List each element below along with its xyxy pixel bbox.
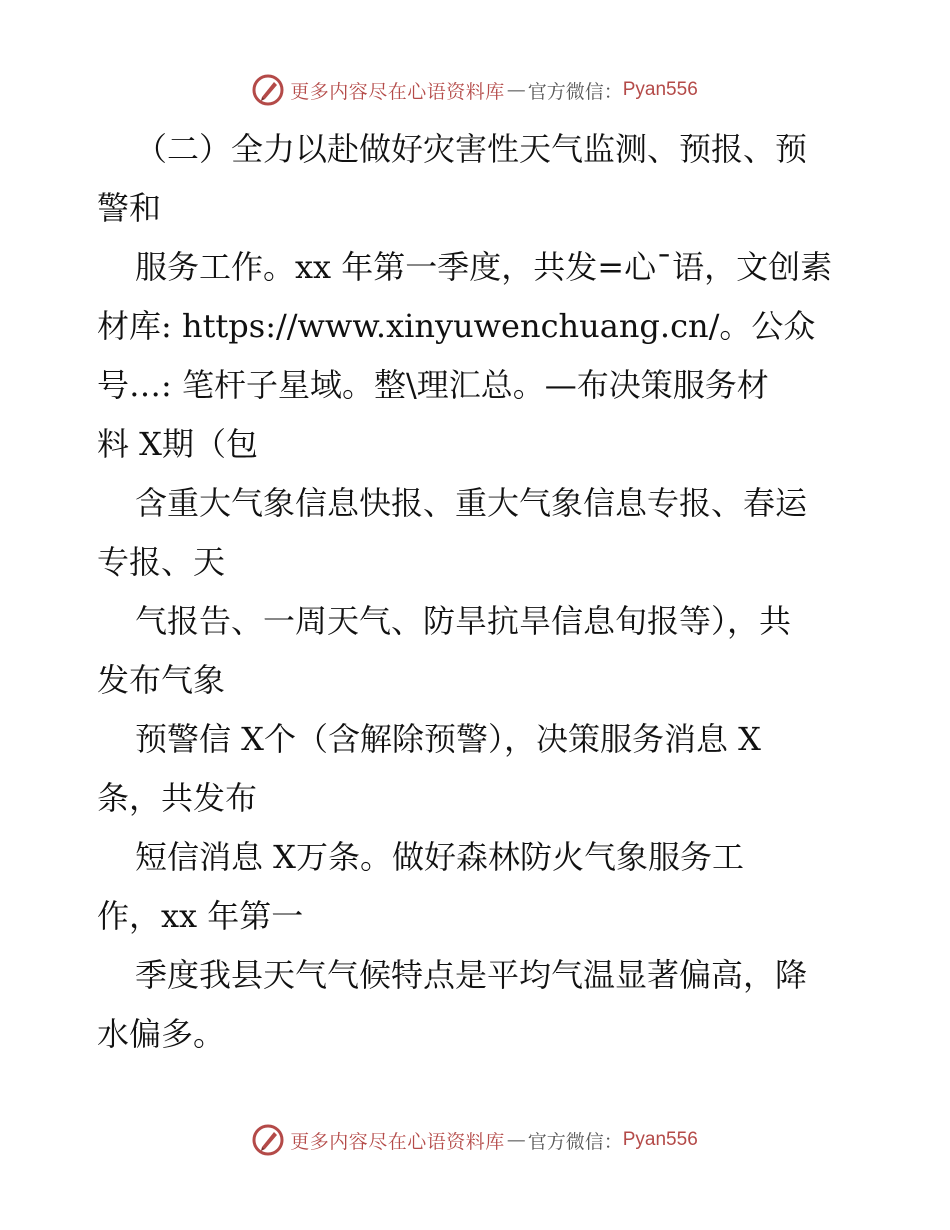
- text-line: 季度我县天气气候特点是平均气温显著偏高，降: [135, 956, 808, 994]
- text-line: 预警信 X个（含解除预警），决策服务消息 X: [135, 720, 761, 758]
- pen-logo-icon: [252, 1124, 284, 1156]
- text-line: 水偏多。: [97, 1015, 226, 1053]
- header-separator: —: [506, 79, 526, 101]
- header-banner: [0, 70, 950, 110]
- footer-banner: [0, 1120, 950, 1160]
- text-line: 材库: https://www.xinyuwenchuang.cn/。公众: [97, 307, 816, 345]
- text-line: （二）全力以赴做好灾害性天气监测、预报、预: [135, 130, 808, 168]
- text-line: 含重大气象信息快报、重大气象信息专报、春运: [135, 484, 808, 522]
- header-wechat-label: 官方微信：: [527, 80, 623, 103]
- text-line: 警和: [97, 189, 162, 227]
- footer-separator: —: [506, 1129, 526, 1151]
- document-body: [97, 120, 857, 1064]
- text-line: 作，xx 年第一: [97, 897, 304, 935]
- header-text: 更多内容尽在心语资料库: [290, 80, 505, 103]
- footer-wechat-id: Pyan556: [622, 1129, 698, 1150]
- header-wechat-id: Pyan556: [622, 79, 698, 100]
- footer-wechat-label: 官方微信：: [527, 1130, 623, 1153]
- text-line: 料 X期（包: [97, 425, 258, 463]
- text-line: 条，共发布: [97, 779, 258, 817]
- text-line: 号…: 笔杆子星域。整\理汇总。—布决策服务材: [97, 366, 769, 404]
- text-line: 气报告、一周天气、防旱抗旱信息旬报等），共: [135, 602, 792, 640]
- text-line: 短信消息 X万条。做好森林防火气象服务工: [135, 838, 744, 876]
- text-line: 专报、天: [97, 543, 226, 581]
- footer-text: 更多内容尽在心语资料库: [290, 1130, 505, 1153]
- text-line: 服务工作。xx 年第一季度，共发=心¯语，文创素: [135, 248, 833, 286]
- text-line: 发布气象: [97, 661, 226, 699]
- pen-logo-icon: [252, 74, 284, 106]
